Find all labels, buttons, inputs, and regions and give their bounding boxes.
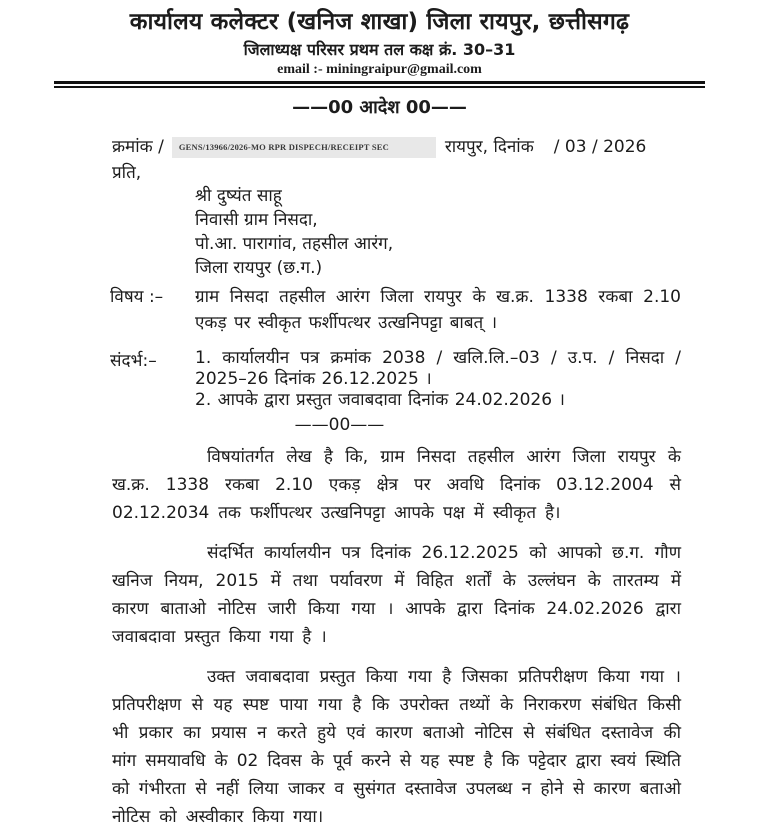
recipient-village-line: निवासी ग्राम निसदा, [195,210,318,230]
body-paragraph: विषयांतर्गत लेख है कि, ग्राम निसदा तहसील आरंग जिला रायपुर के ख.क्र. 1338 रकबा 2.10 एकड़ क्षेत्र पर अवधि दिनांक 03.12.2004 से 02.12.2034 तक फर्शीपत्थर उत्खनिपट्टा आपके पक्ष में स्वीकृत है। [112,447,681,523]
recipient-name-line: श्री दुष्यंत साहू [195,186,282,206]
place-date-label: रायपुर, दिनांक [444,137,534,157]
section-divider: ——00—— [294,415,385,435]
serial-date-row [112,134,689,160]
subject-row [110,284,681,336]
subject-label: विषय :– [110,287,164,307]
header-double-rule [54,81,705,88]
date-value: / 03 / 2026 [553,137,647,157]
office-email: email :- miningraipur@gmail.com [277,62,482,77]
dispatch-receipt-stamp: GENS/13966/2026-MO RPR DISPECH/RECEIPT SEC [172,137,436,158]
office-title: कार्यालय कलेक्टर (खनिज शाखा) जिला रायपुर, छत्तीसगढ़ [129,9,630,35]
reference-item: 1. कार्यालयीन पत्र क्रमांक 2038 / खलि.लि.–03 / उ.प. / निसदा / 2025–26 दिनांक 26.12.2025 । [195,348,681,389]
letter-header [0,6,759,88]
recipient-salutation: प्रति, [112,163,142,183]
reference-row [110,348,681,411]
office-address-line: जिलाध्यक्ष परिसर प्रथम तल कक्ष क्रं. 30–31 [243,40,516,59]
recipient-address-block [195,184,759,280]
serial-number-label: क्रमांक / [112,137,164,157]
reference-item: 2. आपके द्वारा प्रस्तुत जवाबदावा दिनांक 24.02.2026 । [195,390,565,410]
reference-label: संदर्भ:– [110,351,157,371]
recipient-district-line: जिला रायपुर (छ.ग.) [195,258,323,278]
reference-list [195,348,681,411]
body-paragraph: संदर्भित कार्यालयीन पत्र दिनांक 26.12.2025 को आपको छ.ग. गौण खनिज नियम, 2015 में तथा पर्यावरण में विहित शर्तों के उल्लंघन के तारतम्य में कारण बाताओ नोटिस जारी किया गया । आपके द्वारा दिनांक 24.02.2026 द्वारा जवाबदावा प्रस्तुत किया गया है । [112,543,681,647]
recipient-post-tehsil-line: पो.आ. पारागांव, तहसील आरंग, [195,234,394,254]
order-heading: ——00 आदेश 00—— [292,97,467,118]
subject-text: ग्राम निसदा तहसील आरंग जिला रायपुर के ख.क्र. 1338 रकबा 2.10 एकड़ पर स्वीकृत फर्शीपत्थर उत्खनिपट्टा बाबत् । [195,287,681,333]
body-paragraph: उक्त जवाबदावा प्रस्तुत किया गया है जिसका प्रतिपरीक्षण किया गया । प्रतिपरीक्षण से यह स्पष्ट पाया गया है कि उपरोक्त तथ्यों के निराकरण संबंधित किसी भी प्रकार का प्रयास न करते हुये एवं कारण बताओ नोटिस से संबंधित दस्तावेज की मांग समयावधि के 02 दिवस के पूर्व करने से यह स्पष्ट है कि पट्टेदार द्वारा स्वयं स्थिति को गंभीरता से नहीं लिया जाकर व सुसंगत दस्तावेज उपलब्ध न होने से कारण बताओ नोटिस को अस्वीकार किया गया। [112,667,681,827]
